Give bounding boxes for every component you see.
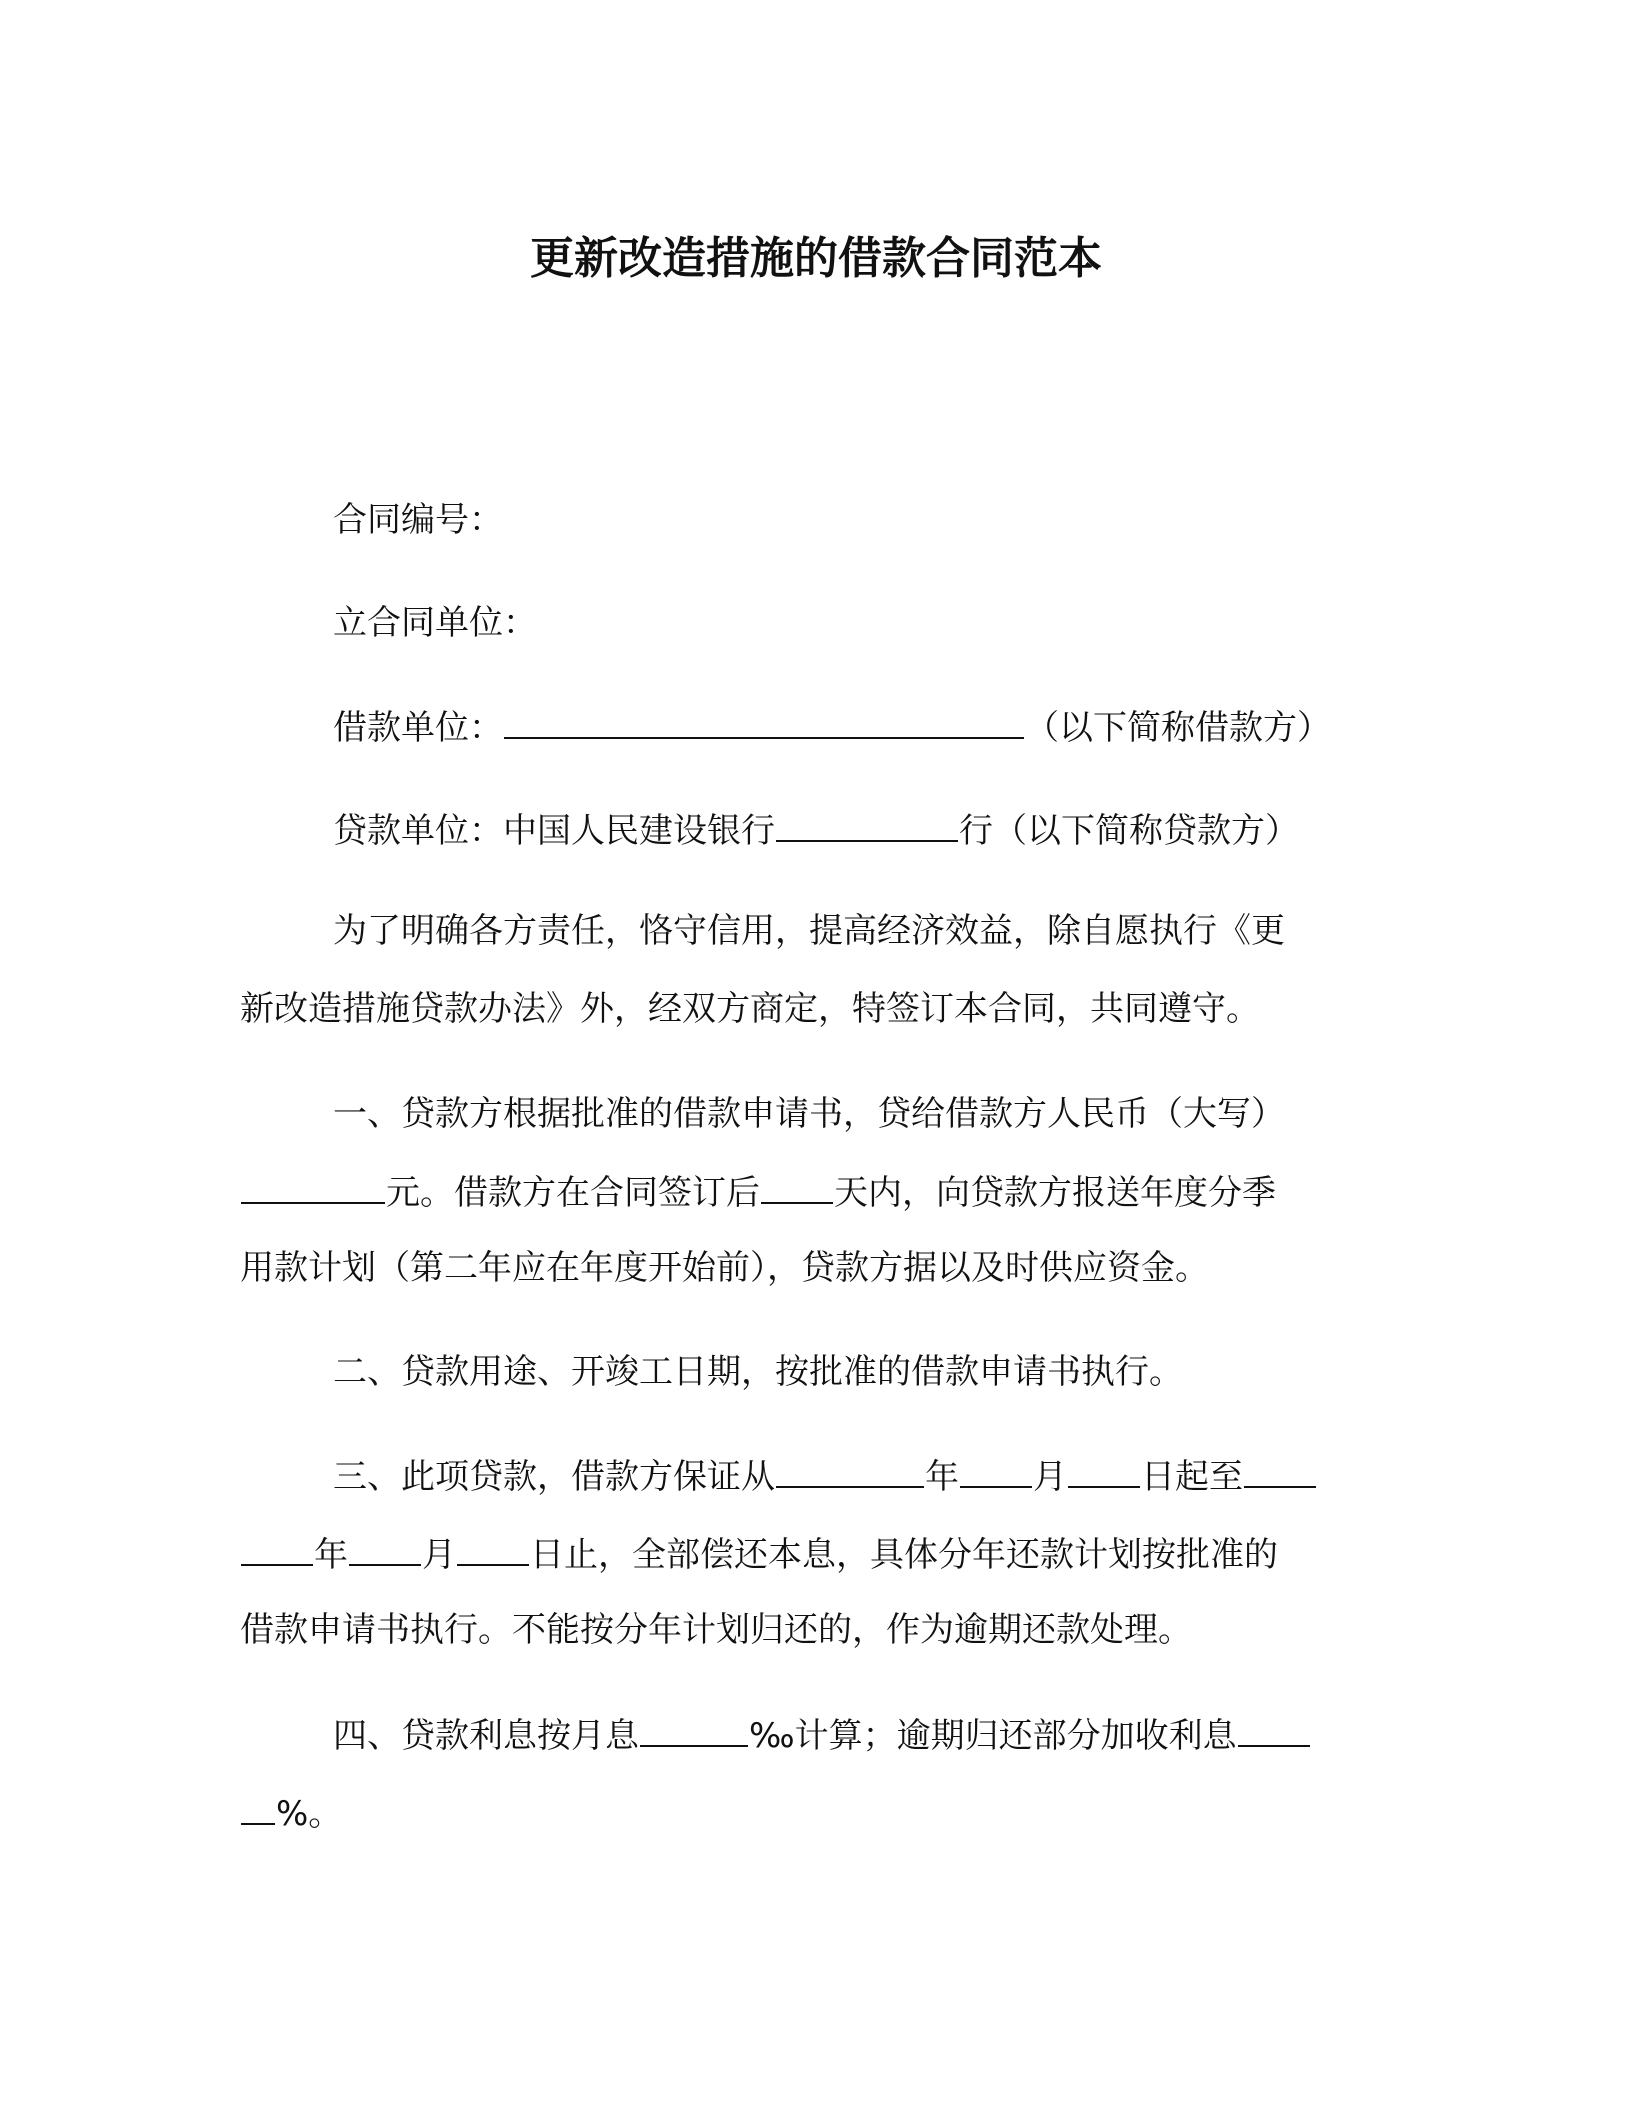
clause1-line-3: 用款计划（第二年应在年度开始前），贷款方据以及时供应资金。 <box>240 1248 1209 1288</box>
clause4-line-2-text: %。 <box>276 1794 343 1834</box>
clause4-line-1b: ‰计算；逾期归还部分加收利息 <box>749 1716 1237 1756</box>
clause4-line-1a: 四、贷款利息按月息 <box>333 1716 639 1756</box>
start-month-blank[interactable] <box>960 1452 1032 1488</box>
penalty-rate-blank-part1[interactable] <box>1238 1711 1310 1747</box>
days-blank[interactable] <box>761 1168 833 1204</box>
clause3-line-2 <box>240 1530 1278 1578</box>
start-year-blank[interactable] <box>776 1452 924 1488</box>
intro-line-1: 为了明确各方责任，恪守信用，提高经济效益，除自愿执行《更 <box>333 911 1285 951</box>
clause1-line-2b: 天内，向贷款方报送年度分季 <box>834 1173 1276 1213</box>
lender-line <box>333 806 1299 854</box>
end-month-blank[interactable] <box>349 1530 421 1566</box>
start-day-blank[interactable] <box>1068 1452 1140 1488</box>
clause3-month-label: 月 <box>1033 1457 1067 1497</box>
lender-label: 贷款单位：中国人民建设银行 <box>333 811 775 851</box>
clause3-line-1d: 日起至 <box>1141 1457 1243 1497</box>
monthly-rate-blank[interactable] <box>640 1711 748 1747</box>
borrower-label: 借款单位： <box>333 708 503 748</box>
borrower-suffix: （以下简称借款方） <box>1025 708 1331 748</box>
contract-number-label: 合同编号： <box>333 500 503 540</box>
lender-branch-blank[interactable] <box>776 806 958 842</box>
document-title: 更新改造措施的借款合同范本 <box>530 233 1102 284</box>
intro-line-2: 新改造措施贷款办法》外，经双方商定，特签订本合同，共同遵守。 <box>240 989 1260 1029</box>
borrower-line <box>333 703 1331 751</box>
clause1-line-1: 一、贷款方根据批准的借款申请书，贷给借款方人民币（大写） <box>333 1094 1285 1134</box>
penalty-rate-blank-part2[interactable] <box>241 1789 275 1825</box>
borrower-blank[interactable] <box>504 703 1024 739</box>
end-year-blank-part2[interactable] <box>241 1530 313 1566</box>
clause4-line-1 <box>333 1711 1311 1759</box>
clause3-year-label: 年 <box>925 1457 959 1497</box>
clause3-line-1 <box>333 1452 1317 1500</box>
clause3-line-2a: 年 <box>314 1535 348 1575</box>
clause4-line-2 <box>240 1789 342 1837</box>
contract-parties-label: 立合同单位： <box>333 603 537 643</box>
clause3-line-2b: 月 <box>422 1535 456 1575</box>
end-year-blank-part1[interactable] <box>1244 1452 1316 1488</box>
clause2-line-1: 二、贷款用途、开竣工日期，按批准的借款申请书执行。 <box>333 1352 1183 1392</box>
clause3-line-1a: 三、此项贷款，借款方保证从 <box>333 1457 775 1497</box>
lender-suffix: 行（以下简称贷款方） <box>959 811 1299 851</box>
amount-blank[interactable] <box>241 1168 385 1204</box>
clause1-line-2a: 元。借款方在合同签订后 <box>386 1173 760 1213</box>
clause3-line-3: 借款申请书执行。不能按分年计划归还的，作为逾期还款处理。 <box>240 1610 1192 1650</box>
clause1-line-2 <box>240 1168 1276 1216</box>
end-day-blank[interactable] <box>457 1530 529 1566</box>
clause3-line-2c: 日止，全部偿还本息，具体分年还款计划按批准的 <box>530 1535 1278 1575</box>
